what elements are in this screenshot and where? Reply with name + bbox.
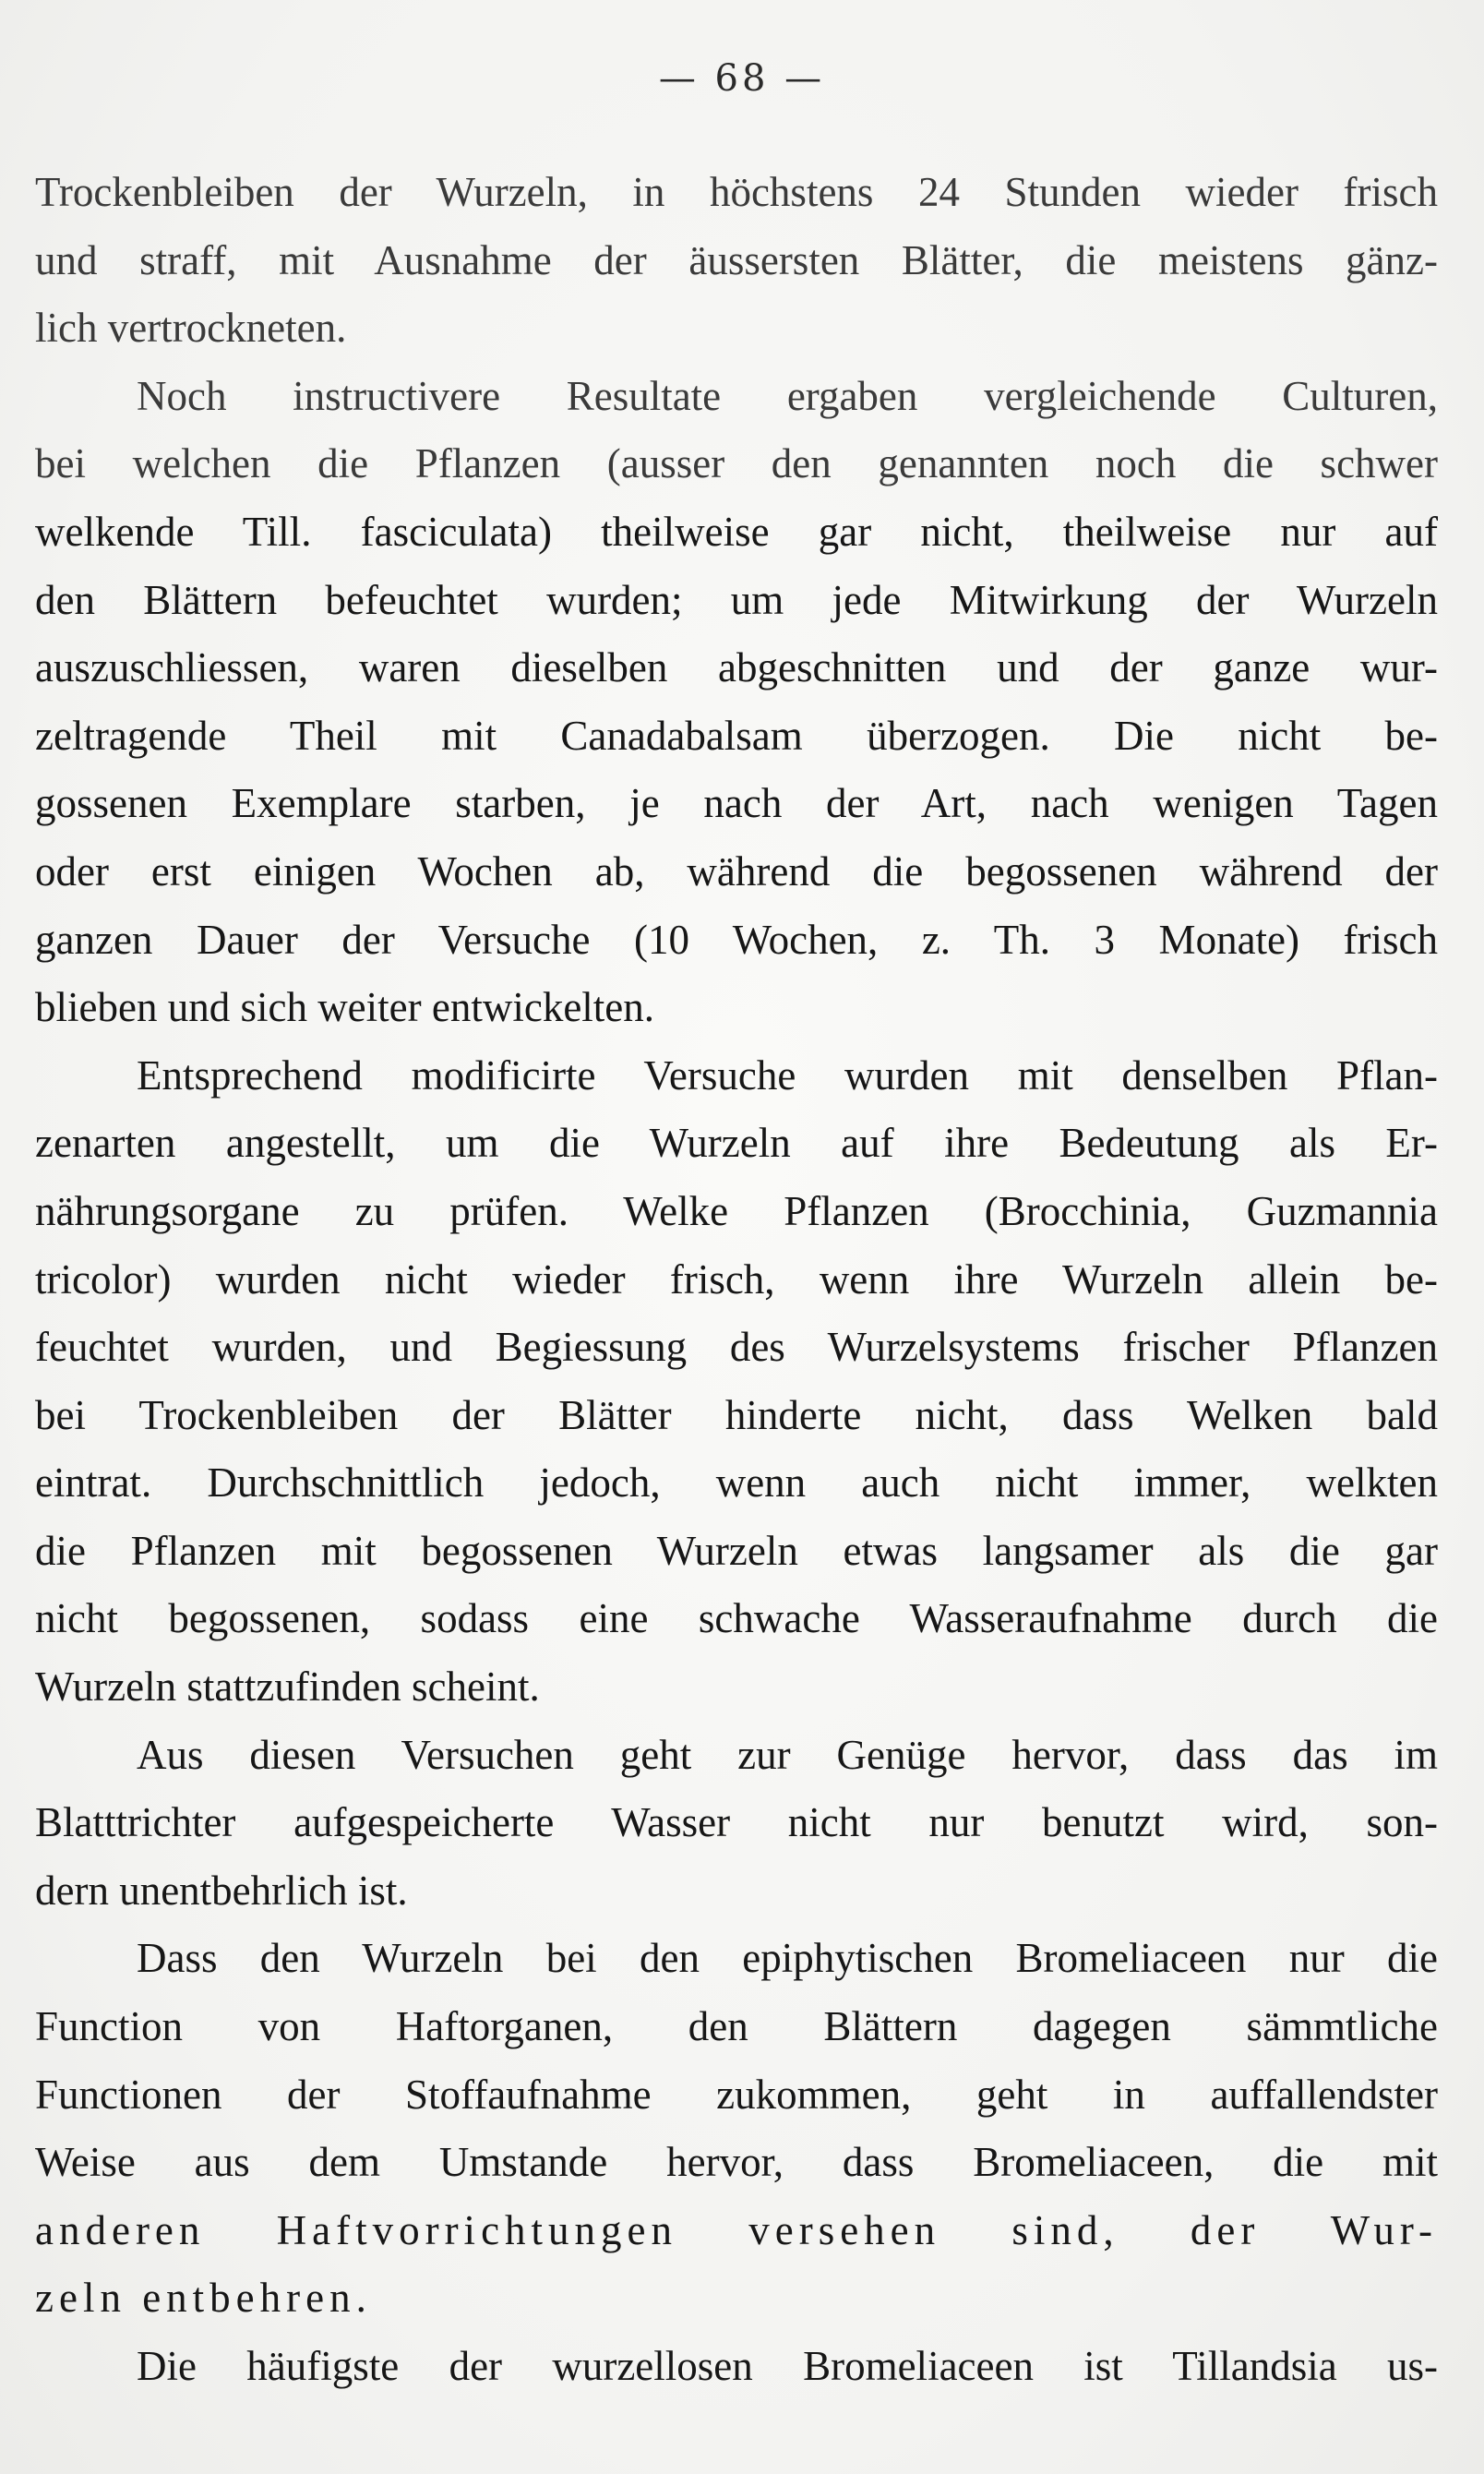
text-line: oder erst einigen Wochen ab, während die begossenen während der [35,847,1438,895]
text-line: Aus diesen Versuchen geht zur Genüge hervor, dass das im [137,1731,1438,1778]
text-line: feuchtet wurden, und Begiessung des Wurzelsystems frischer Pflanzen [35,1324,1438,1371]
text-line: und straff, mit Ausnahme der äussersten Blätter, die meistens gänz- [35,236,1438,283]
text-line: dern unentbehrlich ist. [35,1867,408,1914]
text-line: Noch instructivere Resultate ergaben vergleichende Culturen, [137,372,1438,419]
text-line: eintrat. Durchschnittlich jedoch, wenn auch nicht immer, welkten [35,1459,1438,1507]
text-line: blieben und sich weiter entwickelten. [35,984,655,1031]
text-line: tricolor) wurden nicht wieder frisch, wenn ihre Wurzeln allein be- [35,1255,1438,1303]
text-line: zeln entbehren. [35,2275,372,2322]
text-line: die Pflanzen mit begossenen Wurzeln etwas langsamer als die gar [35,1527,1438,1574]
text-line: auszuschliessen, waren dieselben abgeschnitten und der ganze wur- [35,644,1438,691]
text-line: Weise aus dem Umstande hervor, dass Bromeliaceen, die mit [35,2139,1438,2186]
text-line: nicht begossenen, sodass eine schwache Wasseraufnahme durch die [35,1595,1438,1642]
text-line: Functionen der Stoffaufnahme zukommen, geht in auffallendster [35,2071,1438,2118]
text-line: gossenen Exemplare starben, je nach der Art, nach wenigen Tagen [35,780,1438,827]
text-line: nährungsorgane zu prüfen. Welke Pflanzen (Brocchinia, Guzmannia [35,1187,1438,1234]
text-line: Blatttrichter aufgespeicherte Wasser nicht nur benutzt wird, son- [35,1799,1438,1846]
text-line: welkende Till. fasciculata) theilweise gar nicht, theilweise nur auf [35,508,1438,555]
text-line: Wurzeln stattzufinden scheint. [35,1663,540,1711]
text-line: Trockenbleiben der Wurzeln, in höchstens 24 Stunden wieder frisch [35,169,1438,215]
text-line: Dass den Wurzeln bei den epiphytischen Bromeliaceen nur die [137,1935,1438,1982]
text-line: zenarten angestellt, um die Wurzeln auf ihre Bedeutung als Er- [35,1120,1438,1167]
text-line: bei Trockenbleiben der Blätter hinderte nicht, dass Welken bald [35,1391,1438,1438]
page-number: — 68 — [658,57,826,100]
text-line: Die häufigste der wurzellosen Bromeliaceen ist Tillandsia us- [137,2343,1438,2389]
text-line: Entsprechend modificirte Versuche wurden mit denselben Pflan- [137,1051,1438,1099]
text-line: ganzen Dauer der Versuche (10 Wochen, z. Th. 3 Monate) frisch [35,916,1438,963]
text-line: anderen Haftvorrichtungen versehen sind, der Wur- [35,2206,1438,2253]
body-text [35,159,1438,2401]
text-line: den Blättern befeuchtet wurden; um jede Mitwirkung der Wurzeln [35,576,1438,623]
text-line: zeltragende Theil mit Canadabalsam überzogen. Die nicht be- [35,712,1438,759]
text-line: bei welchen die Pflanzen (ausser den genannten noch die schwer [35,440,1438,487]
text-line: Function von Haftorganen, den Blättern dagegen sämmtliche [35,2003,1438,2050]
text-line: lich vertrockneten. [35,305,347,352]
